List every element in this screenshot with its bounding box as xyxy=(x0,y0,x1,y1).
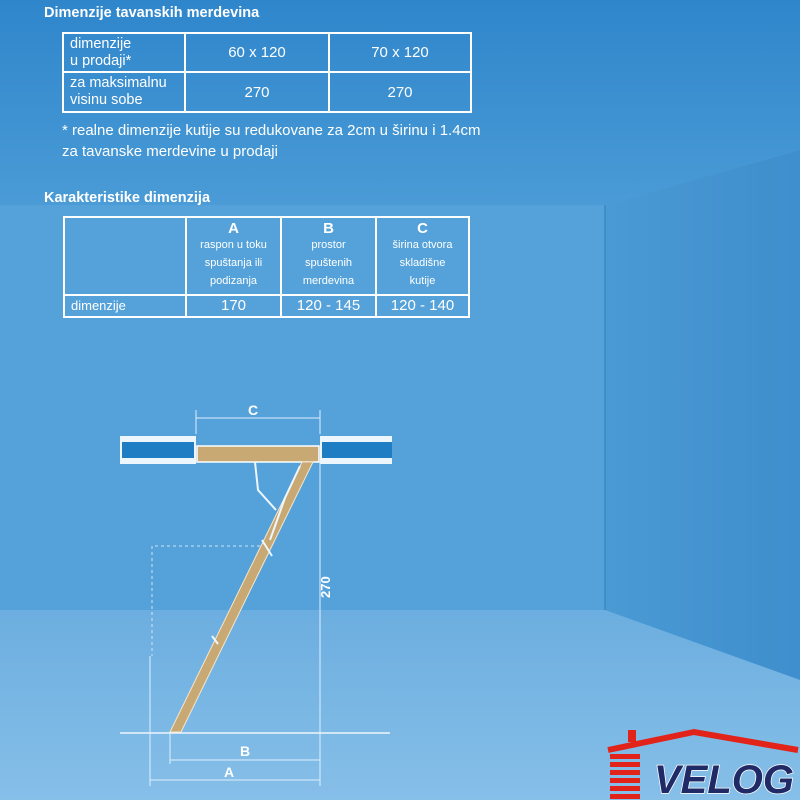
letter-a: A xyxy=(228,220,239,237)
dimensions-title: Dimenzije tavanskih merdevina xyxy=(44,5,260,21)
table-cell: 60 x 120 xyxy=(185,33,329,72)
house-stripes-icon xyxy=(610,754,640,799)
table-cell: 70 x 120 xyxy=(329,33,471,72)
label-b: B xyxy=(240,743,251,759)
label-a: A xyxy=(224,764,235,780)
row-label: dimenzije xyxy=(64,295,186,317)
value-b: 120 - 145 xyxy=(281,295,376,317)
table-cell: 270 xyxy=(185,72,329,112)
roof-icon xyxy=(608,732,798,750)
svg-text:VELOG: VELOG xyxy=(654,758,795,800)
letter-c: C xyxy=(417,220,428,237)
footnote: * realne dimenzije kutije su redukovane za 2cm u širinu i 1.4cm za tavanske merdevine u prodaji xyxy=(62,122,481,160)
table-cell: 270 xyxy=(329,72,471,112)
label-c: C xyxy=(248,402,259,418)
value-a: 170 xyxy=(186,295,281,317)
row-label: dimenzije u prodaji* xyxy=(63,33,185,72)
hatch-box xyxy=(197,446,319,462)
velog-logo xyxy=(606,728,800,800)
desc-b: prostor spuštenih merdevina xyxy=(302,239,355,287)
ladder-mechanism xyxy=(212,462,300,644)
ladder xyxy=(170,462,313,732)
ceiling-slab-right xyxy=(320,436,392,464)
desc-a: raspon u toku spuštanja ili podizanja xyxy=(200,239,267,287)
value-c: 120 - 140 xyxy=(376,295,469,317)
desc-c: širina otvora skladišne kutije xyxy=(392,239,453,287)
letter-b: B xyxy=(323,220,334,237)
label-height: 270 xyxy=(318,576,333,598)
characteristics-title: Karakteristike dimenzija xyxy=(44,190,211,206)
row-label: za maksimalnu visinu sobe xyxy=(63,72,185,112)
ceiling-slab-left xyxy=(120,436,196,464)
